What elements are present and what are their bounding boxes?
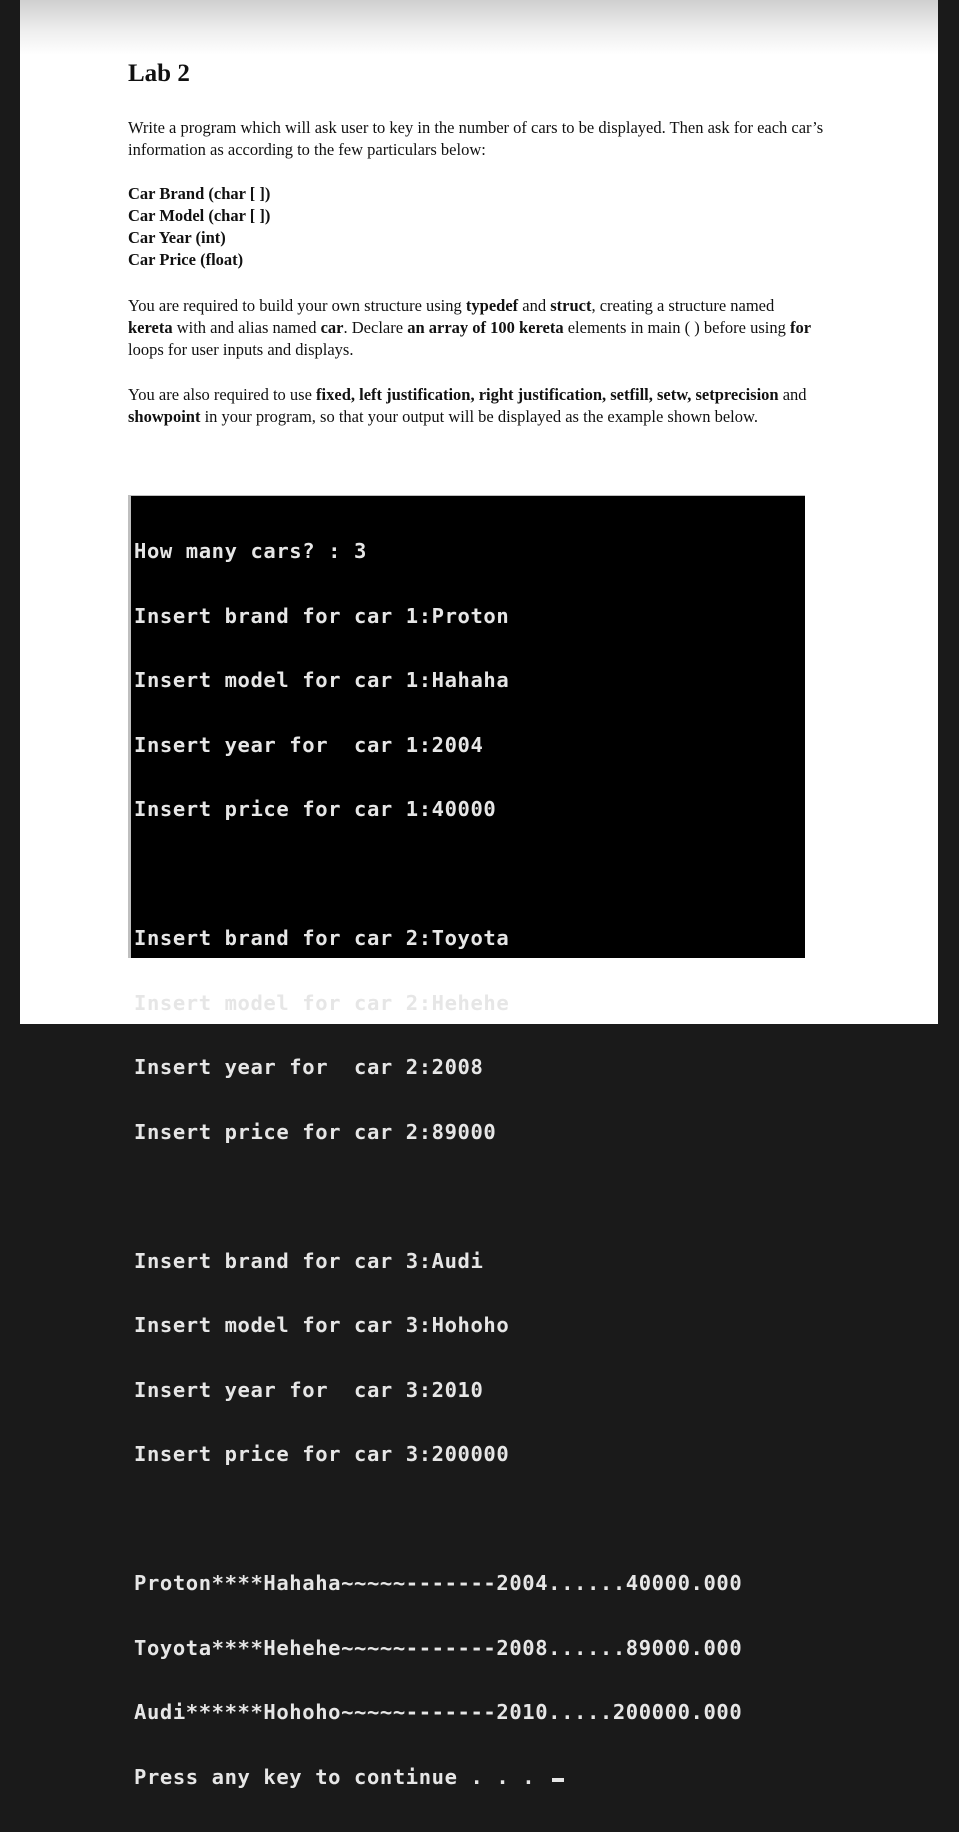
para2-text: with and alias named	[172, 318, 321, 337]
field-car-model: Car Model (char [ ])	[128, 206, 271, 225]
console-prompt-line	[134, 1764, 805, 1789]
para3-text: and	[778, 385, 807, 404]
console-output-screenshot	[128, 495, 805, 1789]
console-line: How many cars? : 3	[134, 539, 367, 563]
field-car-price: Car Price (float)	[128, 250, 244, 269]
para2-keyword-for: for	[789, 318, 812, 337]
car-fields-list	[128, 183, 270, 271]
para2-keyword-array: an array of 100 kereta	[407, 318, 564, 337]
para2-keyword-kereta: kereta	[128, 318, 173, 337]
console-line: Insert year for car 1:2004	[134, 732, 484, 757]
para2-keyword-struct: struct	[550, 296, 592, 315]
console-blank-line	[134, 864, 805, 886]
intro-paragraph: Write a program which will ask user to key in the number of cars to be displayed. Then ask for each car’s information as according to the few particulars below:	[128, 118, 824, 159]
console-line: Insert price for car 2:89000	[134, 1119, 497, 1144]
console-line: Insert year for car 3:2010	[134, 1377, 484, 1402]
structure-requirements-paragraph	[128, 295, 818, 361]
para2-keyword-typedef: typedef	[465, 296, 519, 315]
formatting-requirements-paragraph	[128, 384, 818, 428]
document-page	[20, 0, 938, 1789]
field-car-year: Car Year (int)	[128, 228, 226, 247]
console-blank-line	[134, 1186, 805, 1208]
console-output-row: Toyota****Hehehe~~~~~-------2008......89000.000	[134, 1635, 743, 1660]
console-line: Insert model for car 2:Hehehe	[134, 990, 510, 1015]
lab-title: Lab 2	[128, 60, 190, 87]
console-line: Insert brand for car 1:Proton	[134, 603, 510, 628]
console-line: Insert brand for car 3:Audi	[134, 1248, 484, 1273]
para2-text: elements in main ( ) before using	[563, 318, 790, 337]
console-line: Insert brand for car 2:Toyota	[134, 926, 510, 950]
console-line: Insert year for car 2:2008	[134, 1055, 484, 1079]
page-top-shadow	[20, 0, 938, 55]
para3-keyword-showpoint: showpoint	[128, 407, 201, 426]
para2-text: loops for user inputs and displays.	[128, 340, 354, 359]
console-cursor	[552, 1778, 564, 1782]
para3-keywords-formatting: fixed, left justification, right justification, setfill, setw, setprecision	[316, 385, 779, 404]
console-line: Insert model for car 3:Hohoho	[134, 1313, 510, 1337]
field-car-brand: Car Brand (char [ ])	[128, 184, 271, 203]
console-output-row: Proton****Hahaha~~~~~-------2004......40000.000	[134, 1571, 743, 1595]
para2-text: and	[518, 296, 551, 315]
console-prompt-text: Press any key to continue . . .	[134, 1764, 549, 1789]
para2-text: , creating a structure named	[591, 296, 775, 315]
console-line: Insert model for car 1:Hahaha	[134, 668, 510, 692]
para2-keyword-car: car	[320, 318, 344, 337]
console-blank-line	[134, 1509, 805, 1531]
console-line: Insert price for car 1:40000	[134, 797, 497, 821]
para2-text: You are required to build your own structure using	[128, 296, 466, 315]
para3-text: You are also required to use	[128, 385, 317, 404]
para2-text: . Declare	[343, 318, 408, 337]
para3-text: in your program, so that your output will be displayed as the example shown below.	[200, 407, 758, 426]
console-output-row: Audi******Hohoho~~~~~-------2010.....200000.000	[134, 1700, 743, 1724]
console-line: Insert price for car 3:200000	[134, 1442, 510, 1466]
